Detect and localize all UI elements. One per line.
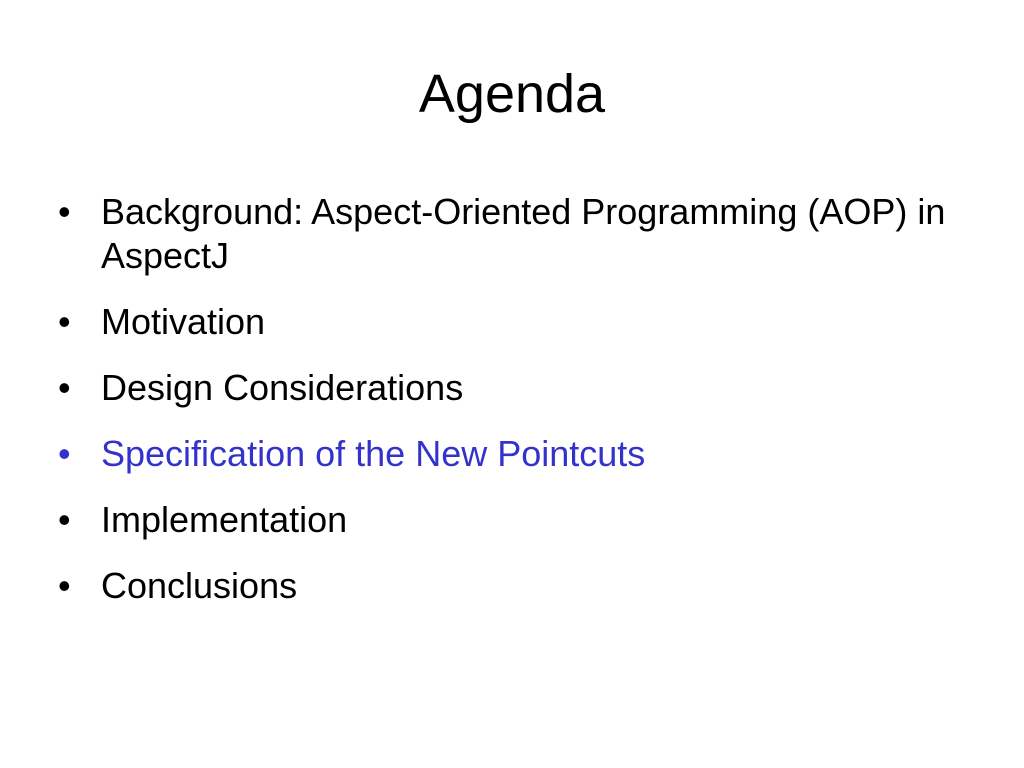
agenda-item-conclusions bbox=[58, 564, 958, 608]
agenda-item-label: Specification of the New Pointcuts bbox=[101, 433, 646, 474]
bullet-icon: • bbox=[58, 367, 71, 408]
agenda-item-motivation bbox=[58, 300, 958, 344]
agenda-list bbox=[58, 190, 958, 630]
bullet-icon: • bbox=[58, 191, 71, 232]
agenda-item-label: Design Considerations bbox=[101, 367, 464, 408]
bullet-icon: • bbox=[58, 433, 71, 474]
bullet-icon: • bbox=[58, 301, 71, 342]
agenda-item-label: Implementation bbox=[101, 499, 348, 540]
agenda-item-design-considerations bbox=[58, 366, 958, 410]
agenda-item-specification bbox=[58, 432, 958, 476]
agenda-item-label: Motivation bbox=[101, 301, 266, 342]
agenda-item-background bbox=[58, 190, 958, 278]
slide-title: Agenda bbox=[418, 64, 606, 124]
agenda-item-label: Background: Aspect-Oriented Programming (AOP) in AspectJ bbox=[101, 191, 946, 276]
bullet-icon: • bbox=[58, 499, 71, 540]
agenda-item-implementation bbox=[58, 498, 958, 542]
agenda-item-label: Conclusions bbox=[101, 565, 298, 606]
bullet-icon: • bbox=[58, 565, 71, 606]
